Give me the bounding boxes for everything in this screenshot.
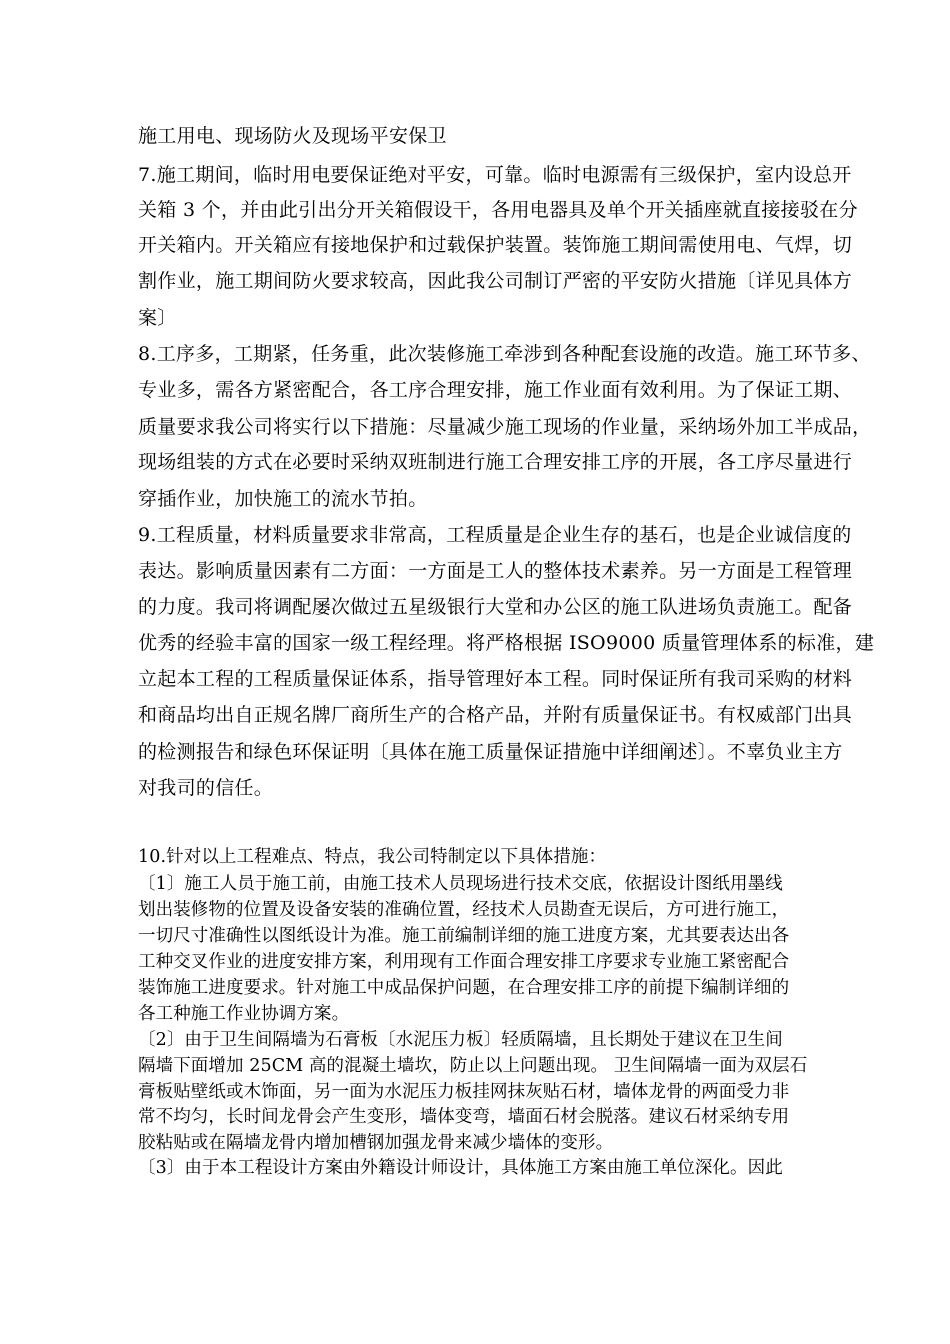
paragraph-7-line: 开关箱内。开关箱应有接地保护和过载保护装置。装饰施工期间需使用电、气焊，切: [138, 234, 853, 256]
paragraph-10-line: 膏板贴壁纸或木饰面，另一面为水泥压力板挂网抹灰贴石材，墙体龙骨的两面受力非: [138, 1082, 790, 1102]
paragraph-10-line: 装饰施工进度要求。针对施工中成品保护问题，在合理安排工序的前提下编制详细的: [138, 978, 790, 998]
paragraph-10-line: 〔3〕由于本工程设计方案由外籍设计师设计，具体施工方案由施工单位深化。因此: [138, 1158, 783, 1178]
paragraph-7-line: 案〕: [138, 307, 177, 329]
paragraph-8-line: 穿插作业，加快施工的流水节拍。: [138, 488, 428, 510]
paragraph-7-line: 7.施工期间，临时用电要保证绝对平安，可靠。临时电源需有三级保护，室内设总开: [138, 164, 852, 186]
paragraph-9-line: 的检测报告和绿色环保证明〔具体在施工质量保证措施中详细阐述〕。不辜负业主方: [138, 741, 843, 763]
section-heading: 施工用电、现场防火及现场平安保卫: [138, 125, 447, 147]
paragraph-10-line: 隔墙下面增加 25CM 高的混凝土墙坎，防止以上问题出现。 卫生间隔墙一面为双层石: [138, 1056, 808, 1076]
paragraph-7-line: 关箱 3 个，并由此引出分开关箱假设干，各用电器具及单个开关插座就直接接驳在分: [138, 199, 858, 221]
paragraph-10-line: 划出装修物的位置及设备安装的准确位置，经技术人员勘查无误后，方可进行施工，: [138, 900, 790, 920]
paragraph-10-line: 〔2〕由于卫生间隔墙为石膏板〔水泥压力板〕轻质隔墙，且长期处于建议在卫生间: [138, 1030, 783, 1050]
paragraph-10-line: 常不均匀，长时间龙骨会产生变形，墙体变弯，墙面石材会脱落。建议石材采纳专用: [138, 1107, 790, 1127]
paragraph-10-line: 工种交叉作业的进度安排方案，利用现有工作面合理安排工序要求专业施工紧密配合: [138, 952, 790, 972]
paragraph-9-line: 优秀的经验丰富的国家一级工程经理。将严格根据 ISO9000 质量管理体系的标准，建: [138, 632, 875, 654]
paragraph-9-line: 对我司的信任。: [138, 777, 274, 799]
paragraph-7-line: 割作业，施工期间防火要求较高，因此我公司制订严密的平安防火措施〔详见具体方: [138, 270, 853, 292]
paragraph-10-line: 各工种施工作业协调方案。: [138, 1004, 350, 1024]
paragraph-8-line: 8.工序多，工期紧，任务重，此次装修施工牵涉到各种配套设施的改造。施工环节多、: [138, 343, 871, 365]
paragraph-10-line: 〔1〕施工人员于施工前，由施工技术人员现场进行技术交底，依据设计图纸用墨线: [138, 874, 783, 894]
paragraph-10-line: 胶粘贴或在隔墙龙骨内增加槽钢加强龙骨来减少墙体的变形。: [138, 1133, 614, 1153]
paragraph-9-line: 9.工程质量，材料质量要求非常高，工程质量是企业生存的基石，也是企业诚信度的: [138, 524, 852, 546]
paragraph-8-line: 质量要求我公司将实行以下措施：尽量减少施工现场的作业量，采纳场外加工半成品，: [138, 416, 872, 438]
paragraph-8-line: 现场组装的方式在必要时采纳双班制进行施工合理安排工序的开展，各工序尽量进行: [138, 451, 853, 473]
paragraph-8-line: 专业多，需各方紧密配合，各工序合理安排，施工作业面有效利用。为了保证工期、: [138, 379, 853, 401]
paragraph-9-line: 立起本工程的工程质量保证体系，指导管理好本工程。同时保证所有我司采购的材料: [138, 668, 853, 690]
paragraph-9-line: 的力度。我司将调配屡次做过五星级银行大堂和办公区的施工队进场负责施工。配备: [138, 596, 853, 618]
paragraph-10-line: 10.针对以上工程难点、特点，我公司特制定以下具体措施：: [138, 847, 607, 867]
paragraph-10-line: 一切尺寸准确性以图纸设计为准。施工前编制详细的施工进度方案，尤其要表达出各: [138, 926, 790, 946]
paragraph-9-line: 和商品均出自正规名牌厂商所生产的合格产品，并附有质量保证书。有权威部门出具: [138, 704, 853, 726]
paragraph-9-line: 表达。影响质量因素有二方面：一方面是工人的整体技术素养。另一方面是工程管理: [138, 560, 853, 582]
